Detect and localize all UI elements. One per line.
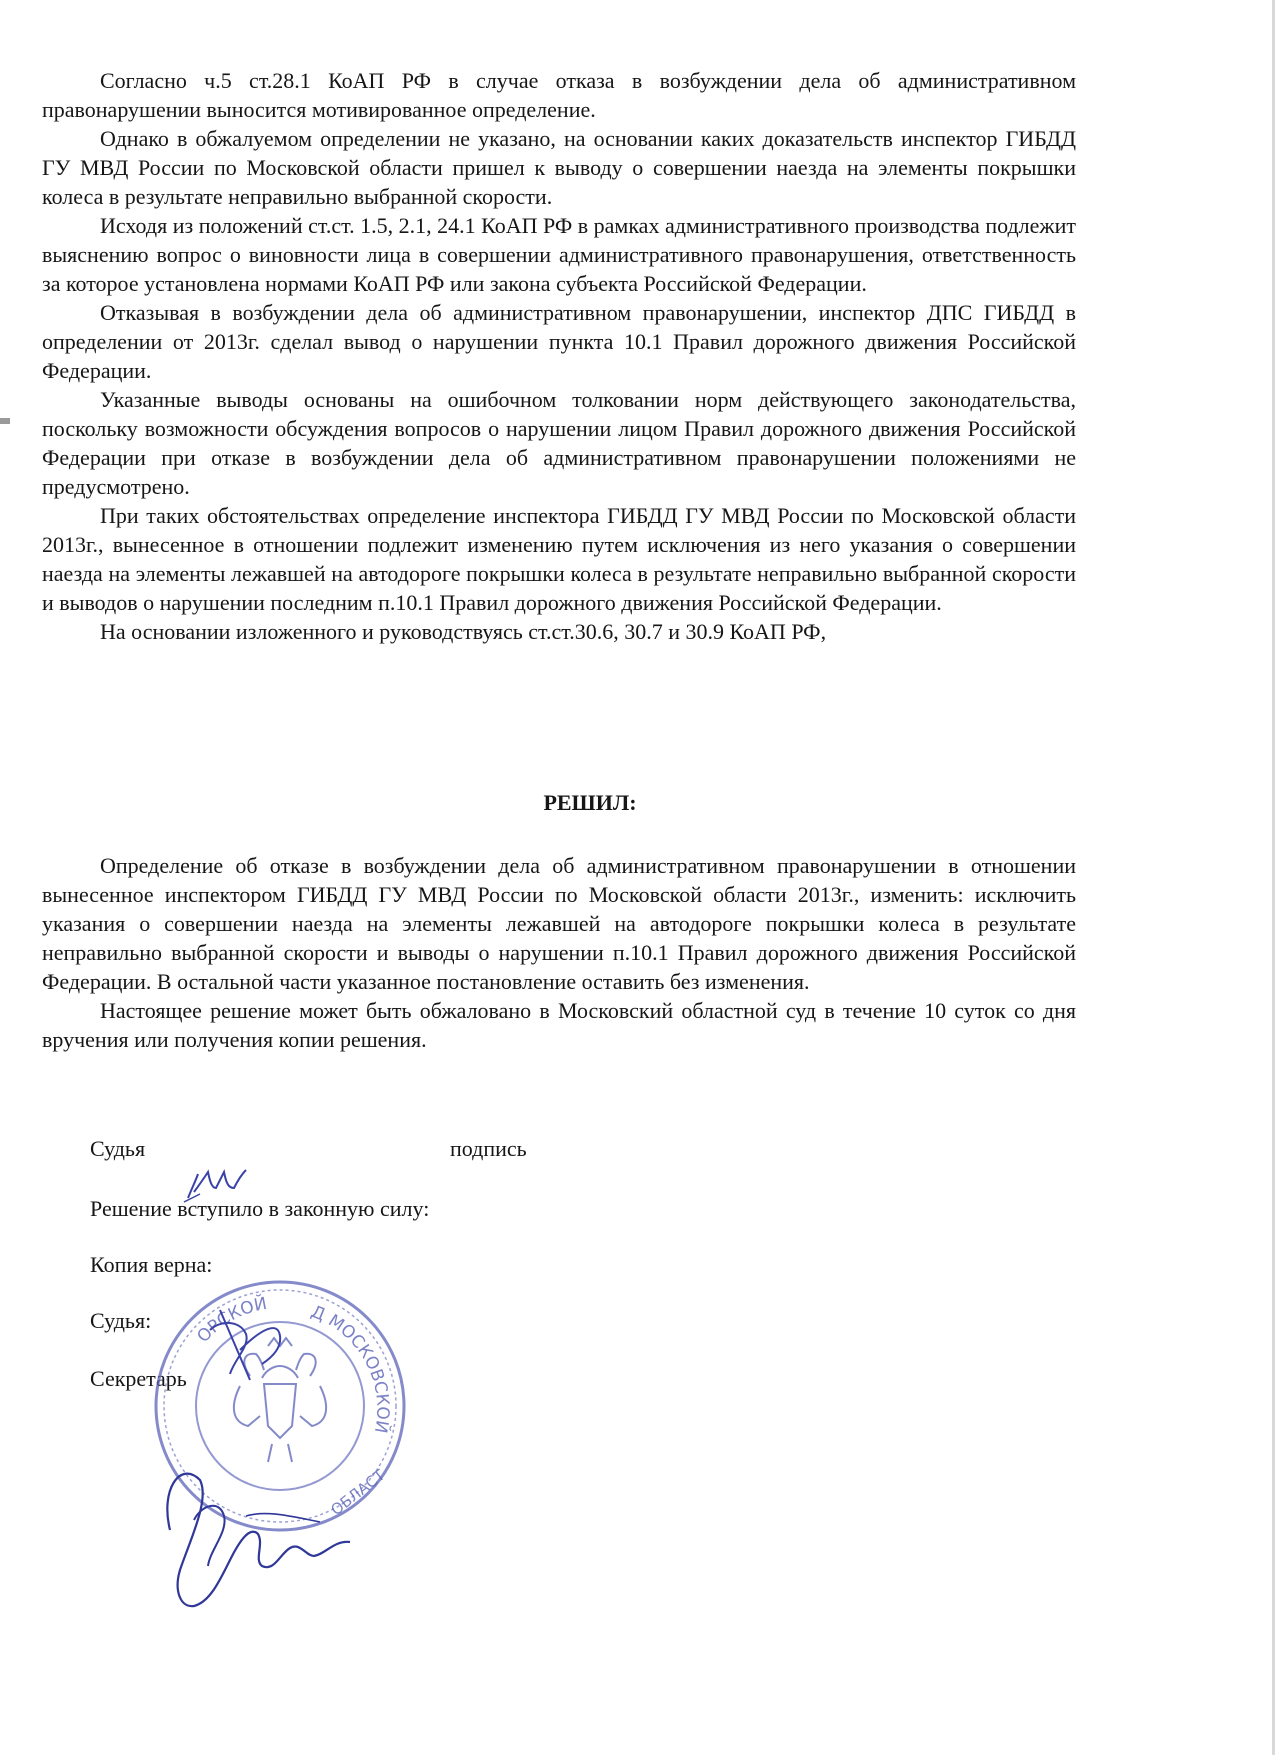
judge2-label: Судья: <box>90 1308 152 1333</box>
stamp-text-right: Д МОСКОВСКОЙ <box>308 1301 393 1435</box>
paragraph: Отказывая в возбуждении дела об административном правонарушении, инспектор ДПС ГИБДД в определении от 2013г. сделал вывод о нарушении пункта 10.1 Правил дорожного движения Российской Федерации. <box>42 300 1076 383</box>
handwritten-initials <box>180 1158 260 1208</box>
paragraph: Однако в обжалуемом определении не указано, на основании каких доказательств инспектор ГИБДД ГУ МВД России по Московской области пришел к выводу о совершении наезда на элементы покрышки колеса в результате неправильно выбранной скорости. <box>42 126 1076 209</box>
stamp-text-left: ОРСКОЙ <box>193 1293 269 1347</box>
in-force-label: Решение вступило в законную силу: <box>90 1196 430 1221</box>
paragraph: Согласно ч.5 ст.28.1 КоАП РФ в случае отказа в возбуждении дела об административном правонарушении выносится мотивированное определение. <box>42 68 1076 122</box>
judge-signature <box>150 1290 410 1630</box>
signature-label: подпись <box>450 1136 527 1161</box>
decision-paragraph: Настоящее решение может быть обжаловано в Московский областной суд в течение 10 суток со дня вручения или получения копии решения. <box>42 998 1076 1052</box>
paragraph: Исходя из положений ст.ст. 1.5, 2.1, 24.1 КоАП РФ в рамках административного производства подлежит выяснению вопрос о виновности лица в совершении административного правонарушения, ответственность за которое установлена нормами КоАП РФ или закона субъекта Российской Федерации. <box>42 213 1076 296</box>
secretary-label: Секретарь <box>90 1366 187 1391</box>
paragraph: Указанные выводы основаны на ошибочном толковании норм действующего законодательства, поскольку возможности обсуждения вопросов о нарушении лицом Правил дорожного движения Российской Федерации при отказе в возбуждении дела об административном правонарушении положениями не предусмотрено. <box>42 387 1076 499</box>
decision-body <box>42 851 1076 1054</box>
scan-mark <box>0 418 10 424</box>
judge-label: Судья <box>90 1136 146 1161</box>
paragraph: На основании изложенного и руководствуясь ст.ст.30.6, 30.7 и 30.9 КоАП РФ, <box>100 619 827 644</box>
stamp-text-bottom: ОБЛАСТ <box>327 1466 389 1520</box>
decision-paragraph: Определение об отказе в возбуждении дела об административном правонарушении в отношении вынесенное инспектором ГИБДД ГУ МВД России по Московской области 2013г., изменить: исключить указания о совершении наезда на элементы лежавшей на автодороге покрышки колеса в результате неправильно выбранной скорости и выводы о нарушении п.10.1 Правил дорожного движения Российской Федерации. В остальной части указанное постановление оставить без изменения. <box>42 853 1076 994</box>
document-body <box>42 66 1076 646</box>
copy-label: Копия верна: <box>90 1252 213 1277</box>
paragraph: При таких обстоятельствах определение инспектора ГИБДД ГУ МВД России по Московской области 2013г., вынесенное в отношении подлежит изменению путем исключения из него указания о совершении наезда на элементы лежавшей на автодороге покрышки колеса в результате неправильно выбранной скорости и выводов о нарушении последним п.10.1 Правил дорожного движения Российской Федерации. <box>42 503 1076 615</box>
decision-heading: РЕШИЛ: <box>543 790 637 815</box>
